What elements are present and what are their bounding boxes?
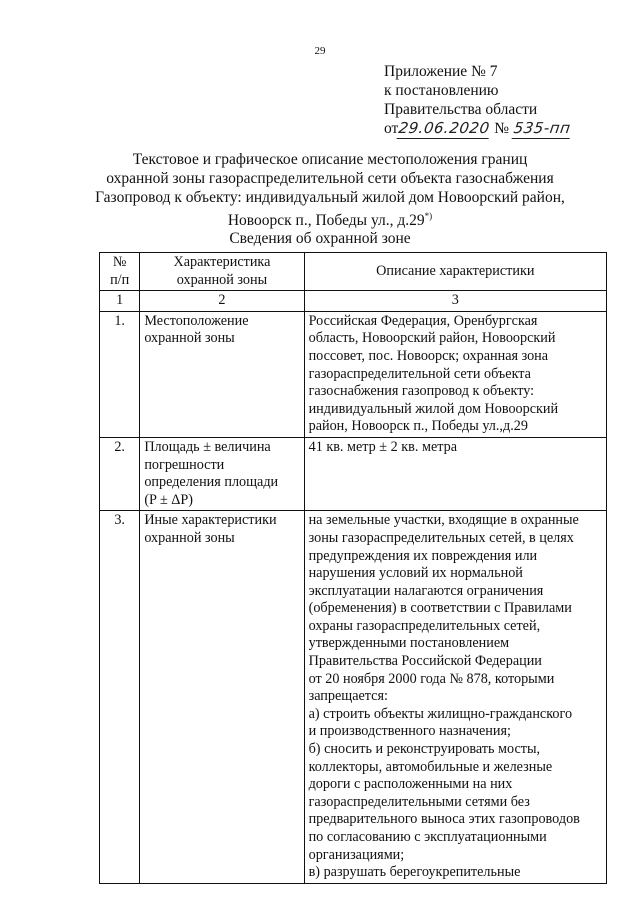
- table-header-row: [100, 253, 607, 291]
- colnum-3: 3: [304, 291, 606, 312]
- document-title: [80, 150, 580, 230]
- protection-zone-table: [99, 252, 607, 884]
- appendix-date-line: [384, 119, 571, 139]
- footnote-mark: *): [424, 211, 433, 221]
- section-subtitle: Сведения об охранной зоне: [229, 230, 411, 247]
- appendix-line: Правительства области: [384, 101, 538, 118]
- title-line: охранной зоны газораспределительной сети объекта газоснабжения: [106, 170, 554, 187]
- appendix-line: к постановлению: [384, 82, 499, 99]
- title-line: Текстовое и графическое описание местоположения границ: [132, 151, 528, 168]
- page-number: 29: [314, 45, 326, 57]
- title-line: Газопровод к объекту: индивидуальный жилой дом Новоорский район,: [95, 189, 565, 206]
- colnum-1: 1: [100, 291, 140, 312]
- row-number: 1.: [100, 311, 140, 437]
- header-description: Описание характеристики: [304, 253, 606, 291]
- table-colnum-row: [100, 291, 607, 312]
- row-description: 41 кв. метр ± 2 кв. метра: [304, 437, 606, 510]
- row-description: Российская Федерация, Оренбургская область, Новоорский район, Новоорский поссовет, пос. Новоорск; охранная зона газораспределительной сети объекта газоснабжения газопровод к объекту: индивидуальный жилой дом Новоорский район, Новоорск п., Победы ул.,д.29: [304, 311, 606, 437]
- appendix-block: [384, 62, 571, 139]
- header-number: № п/п: [100, 253, 140, 291]
- row-description: на земельные участки, входящие в охранные зоны газораспределительных сетей, в целях предупреждения их повреждения или нарушения условий их нормальной эксплуатации налагаются ограничения (обременения) в соответствии с Правилами охраны газораспределительных сетей, утвержденными постановлением Правительства Российской Федерации от 20 ноября 2000 года № 878, которыми запрещается: а) строить объекты жилищно-гражданского и производственного назначения; б) сносить и реконструировать мосты, коллекторы, автомобильные и железные дороги с расположенными на них газораспределительными сетями без предварительного выноса этих газопроводов по согласованию с эксплуатационными организациями; в) разрушать берегоукрепительные: [304, 511, 606, 883]
- title-line: [80, 207, 580, 230]
- handwritten-date: 29.06.2020: [397, 119, 492, 137]
- table-row: [100, 511, 607, 883]
- row-number: 3.: [100, 511, 140, 883]
- header-characteristic: Характеристика охранной зоны: [140, 253, 304, 291]
- title-address: Новоорск п., Победы ул., д.29: [227, 212, 425, 230]
- from-label: от: [384, 120, 399, 137]
- number-label: №: [494, 120, 509, 137]
- handwritten-number: 535-пп: [512, 119, 572, 137]
- table-row: [100, 311, 607, 437]
- row-characteristic: Местоположение охранной зоны: [140, 311, 304, 437]
- row-characteristic: Площадь ± величина погрешности определения площади (P ± ΔP): [140, 437, 304, 510]
- row-characteristic: Иные характеристики охранной зоны: [140, 511, 304, 883]
- row-number: 2.: [100, 437, 140, 510]
- appendix-line: Приложение № 7: [384, 63, 498, 80]
- colnum-2: 2: [140, 291, 304, 312]
- table-row: [100, 437, 607, 510]
